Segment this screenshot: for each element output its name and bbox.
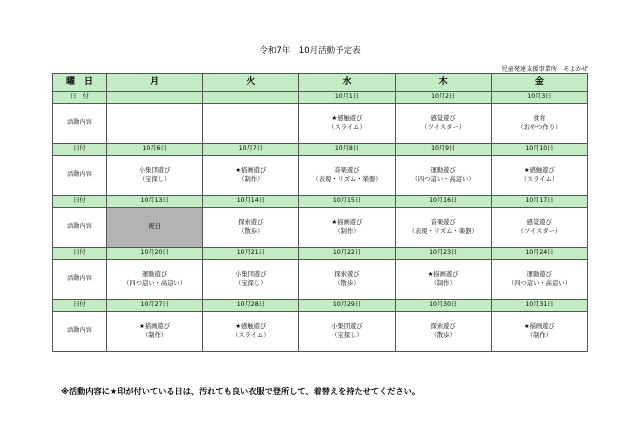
activity-detail: （ツイスター）	[421, 123, 465, 131]
date-cell	[203, 92, 299, 104]
activity-cell	[491, 156, 587, 196]
date-cell: 10月29日	[299, 300, 395, 312]
weekday-header-row	[53, 74, 588, 92]
activity-cell	[299, 156, 395, 196]
document-title: 令和7年 10月活動予定表	[259, 46, 361, 56]
activity-row	[53, 208, 588, 248]
schedule-table	[52, 73, 588, 352]
date-cell: 10月22日	[299, 248, 395, 260]
date-cell: 10月31日	[491, 300, 587, 312]
date-cell: 10月14日	[203, 196, 299, 208]
activity-label: 活動内容	[53, 260, 107, 300]
date-cell: 10月6日	[107, 144, 203, 156]
activity-cell	[203, 208, 299, 248]
activity-detail: （散歩）	[430, 331, 456, 339]
activity-name: ★描画遊び	[235, 167, 267, 174]
date-cell: 10月20日	[107, 248, 203, 260]
weekday-mon: 月	[107, 74, 203, 92]
date-label: 日付	[53, 300, 107, 312]
activity-cell	[395, 260, 491, 300]
activity-name: 感覚遊び	[430, 115, 456, 122]
activity-detail: （制作）	[142, 331, 168, 339]
activity-row	[53, 260, 588, 300]
activity-detail: （表現・リズム・楽器）	[312, 175, 382, 183]
activity-detail: （散歩）	[238, 227, 264, 235]
activity-cell	[299, 104, 395, 144]
activity-name: ★感触遊び	[523, 167, 555, 174]
activity-name: 運動遊び	[142, 271, 168, 278]
weekday-fri: 金	[491, 74, 587, 92]
activity-name: 運動遊び	[526, 271, 552, 278]
weekday-wed: 水	[299, 74, 395, 92]
date-cell: 10月16日	[395, 196, 491, 208]
activity-detail: （スライム）	[520, 175, 559, 183]
activity-label: 活動内容	[53, 312, 107, 352]
date-row	[53, 300, 588, 312]
activity-cell	[395, 208, 491, 248]
activity-name: ★描画遊び	[331, 219, 363, 226]
activity-detail: （宝探し）	[138, 175, 171, 183]
date-cell: 10月2日	[395, 92, 491, 104]
activity-detail: （おやつ作り）	[517, 123, 562, 131]
activity-cell	[107, 104, 203, 144]
activity-detail: （散歩）	[334, 279, 360, 287]
weekday-tue: 火	[203, 74, 299, 92]
activity-row	[53, 312, 588, 352]
activity-name: 探索遊び	[334, 271, 360, 278]
holiday-label: 祝日	[148, 223, 161, 231]
weekday-thu: 木	[395, 74, 491, 92]
activity-name: ★感触遊び	[331, 115, 363, 122]
activity-name: 感覚遊び	[526, 219, 552, 226]
activity-cell	[491, 104, 587, 144]
activity-cell	[491, 208, 587, 248]
activity-detail: （宝探し）	[235, 279, 267, 287]
activity-label: 活動内容	[53, 156, 107, 196]
date-label: 日 付	[53, 92, 107, 104]
date-row	[53, 92, 588, 104]
activity-cell	[299, 312, 395, 352]
activity-detail: （表現・リズム・楽器）	[408, 227, 478, 235]
date-label: 日付	[53, 196, 107, 208]
activity-detail: （制作）	[526, 331, 552, 339]
activity-name: 音楽遊び	[334, 167, 360, 174]
holiday-cell	[107, 208, 203, 248]
organization-name: 児童発達支援事業所 そよかぜ	[501, 66, 588, 73]
activity-detail: （制作）	[334, 227, 360, 235]
footnote: ※活動内容に★印が付いている日は、汚れても良い衣服で登所して、着替えを持たせてください。	[61, 386, 421, 396]
date-cell: 10月21日	[203, 248, 299, 260]
activity-row	[53, 104, 588, 144]
date-label: 日付	[53, 144, 107, 156]
date-cell: 10月9日	[395, 144, 491, 156]
activity-name: ★描画遊び	[523, 323, 555, 330]
activity-detail: （四つ這い・高這い）	[123, 279, 187, 287]
activity-detail: （宝探し）	[331, 331, 363, 339]
date-row	[53, 248, 588, 260]
date-cell: 10月23日	[395, 248, 491, 260]
activity-row	[53, 156, 588, 196]
activity-cell	[395, 156, 491, 196]
activity-name: ★描画遊び	[139, 323, 171, 330]
date-cell: 10月28日	[203, 300, 299, 312]
activity-detail: （ツイスター）	[517, 227, 562, 235]
activity-name: 探索遊び	[238, 219, 264, 226]
date-cell: 10月17日	[491, 196, 587, 208]
activity-detail: （制作）	[238, 175, 264, 183]
activity-cell	[395, 312, 491, 352]
date-cell: 10月7日	[203, 144, 299, 156]
activity-cell	[203, 104, 299, 144]
activity-detail: （四つ這い・高這い）	[507, 279, 571, 287]
date-cell	[107, 92, 203, 104]
activity-cell	[107, 312, 203, 352]
activity-cell	[299, 208, 395, 248]
date-cell: 10月10日	[491, 144, 587, 156]
date-cell: 10月30日	[395, 300, 491, 312]
date-cell: 10月1日	[299, 92, 395, 104]
activity-label: 活動内容	[53, 104, 107, 144]
activity-name: 食育	[533, 115, 546, 122]
activity-name: ★描画遊び	[427, 271, 459, 278]
activity-cell	[491, 260, 587, 300]
date-cell: 10月27日	[107, 300, 203, 312]
activity-detail: （制作）	[430, 279, 456, 287]
date-cell: 10月13日	[107, 196, 203, 208]
activity-name: 小集団遊び	[331, 323, 363, 330]
activity-name: ★感触遊び	[235, 323, 267, 330]
date-label: 日付	[53, 248, 107, 260]
activity-name: 音楽遊び	[430, 219, 456, 226]
activity-cell	[107, 260, 203, 300]
activity-name: 探索遊び	[430, 323, 456, 330]
date-cell: 10月15日	[299, 196, 395, 208]
activity-name: 小集団遊び	[235, 271, 267, 278]
activity-cell	[203, 156, 299, 196]
date-cell: 10月8日	[299, 144, 395, 156]
activity-name: 小集団遊び	[138, 167, 171, 174]
weekday-header-label: 曜 日	[53, 74, 107, 92]
date-cell: 10月3日	[491, 92, 587, 104]
date-row	[53, 196, 588, 208]
date-row	[53, 144, 588, 156]
activity-cell	[203, 312, 299, 352]
activity-detail: （スライム）	[328, 123, 366, 131]
activity-detail: （四つ這い・高這い）	[411, 175, 475, 183]
activity-cell	[299, 260, 395, 300]
activity-cell	[203, 260, 299, 300]
date-cell: 10月24日	[491, 248, 587, 260]
activity-detail: （スライム）	[231, 331, 270, 339]
activity-cell	[395, 104, 491, 144]
activity-name: 運動遊び	[430, 167, 456, 174]
activity-cell	[491, 312, 587, 352]
activity-cell	[107, 156, 203, 196]
activity-label: 活動内容	[53, 208, 107, 248]
